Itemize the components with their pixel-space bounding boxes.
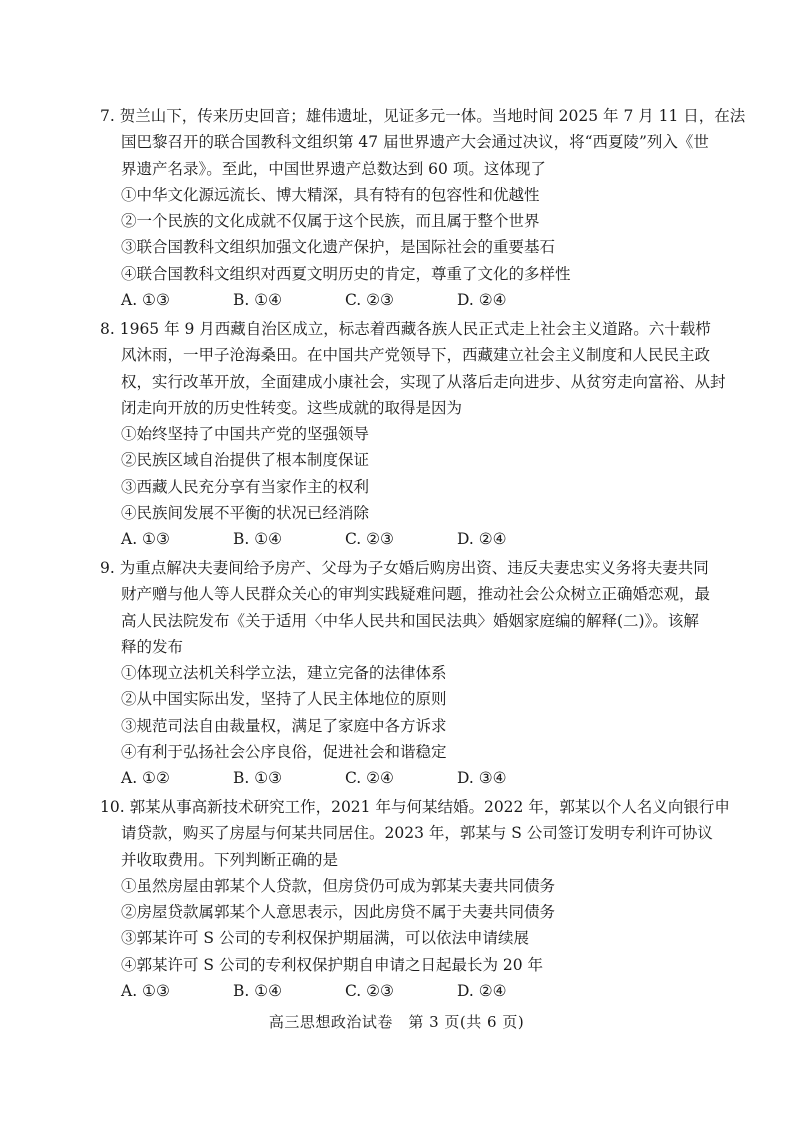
answer-choices: [100, 978, 700, 1004]
question-9: [100, 555, 711, 792]
question-stem-line: 8. 1965 年 9 月西藏自治区成立，标志着西藏各族人民正式走上社会主义道路。六十载栉: [100, 320, 711, 338]
question-stem-line: 财产赠与他人等人民群众关心的审判实践疑难问题，推动社会公众树立正确婚恋观，最: [121, 585, 711, 604]
option-statement-2: ②民族区域自治提供了根本制度保证: [121, 451, 370, 470]
option-statement-4: ④郭某许可 S 公司的专利权保护期自申请之日起最长为 20 年: [121, 955, 544, 974]
question-stem-line: 国巴黎召开的联合国教科文组织第 47 届世界遗产大会通过决议，将“西夏陵”列入《世: [121, 133, 709, 152]
answer-choice-b: B. ①④: [233, 982, 283, 1001]
answer-choice-c: C. ②④: [345, 769, 394, 788]
question-8: [100, 316, 726, 553]
option-statement-3: ③西藏人民充分享有当家作主的权利: [121, 477, 370, 496]
option-statement-2: ②一个民族的文化成就不仅属于这个民族，而且属于整个世界: [121, 212, 540, 231]
answer-choices: [100, 526, 700, 552]
option-statement-4: ④联合国教科文组织对西夏文明历史的肯定，尊重了文化的多样性: [121, 264, 571, 283]
answer-choice-c: C. ②③: [345, 530, 394, 549]
option-statement-4: ④民族间发展不平衡的状况已经消除: [121, 504, 370, 523]
option-statement-1: ①中华文化源远流长、博大精深，具有特有的包容性和优越性: [121, 185, 540, 204]
answer-choices: [100, 765, 700, 791]
answer-choice-a: A. ①②: [121, 769, 170, 788]
question-stem-line: 风沐雨，一甲子沧海桑田。在中国共产党领导下，西藏建立社会主义制度和人民民主政: [121, 346, 711, 365]
question-stem-line: 界遗产名录》。至此，中国世界遗产总数达到 60 项。这体现了: [121, 159, 546, 178]
answer-choice-b: B. ①④: [233, 530, 283, 549]
option-statement-3: ③联合国教科文组织加强文化遗产保护，是国际社会的重要基石: [121, 238, 556, 257]
question-7: [100, 103, 746, 313]
option-statement-4: ④有利于弘扬社会公序良俗，促进社会和谐稳定: [121, 743, 447, 762]
question-stem-line: 请贷款，购买了房屋与何某共同居住。2023 年，郭某与 S 公司签订发明专利许可协议: [121, 824, 713, 843]
answer-choice-b: B. ①④: [233, 291, 283, 310]
answer-choice-b: B. ①③: [233, 769, 283, 788]
option-statement-3: ③郭某许可 S 公司的专利权保护期届满，可以依法申请续展: [121, 929, 529, 948]
answer-choice-d: D. ②④: [457, 982, 507, 1001]
answer-choice-a: A. ①③: [121, 982, 170, 1001]
answer-choice-c: C. ②③: [345, 291, 394, 310]
answer-choice-c: C. ②③: [345, 982, 394, 1001]
question-stem-line: 闭走向开放的历史性转变。这些成就的取得是因为: [121, 398, 463, 417]
answer-choice-a: A. ①③: [121, 291, 170, 310]
answer-choices: [100, 287, 700, 313]
option-statement-1: ①体现立法机关科学立法，建立完备的法律体系: [121, 664, 447, 683]
question-10: [100, 794, 730, 1004]
option-statement-2: ②房屋贷款属郭某个人意思表示，因此房贷不属于夫妻共同债务: [121, 903, 556, 922]
option-statement-3: ③规范司法自由裁量权，满足了家庭中各方诉求: [121, 716, 447, 735]
question-stem-line: 高人民法院发布《关于适用〈中华人民共和国民法典〉婚姻家庭编的解释(二)》。该解: [121, 611, 699, 630]
answer-choice-d: D. ②④: [457, 530, 507, 549]
option-statement-1: ①虽然房屋由郭某个人贷款，但房贷仍可成为郭某夫妻共同债务: [121, 876, 556, 895]
question-stem-line: 10. 郭某从事高新技术研究工作，2021 年与何某结婚。2022 年，郭某以个人名义向银行申: [100, 798, 730, 816]
question-stem-line: 并收取费用。下列判断正确的是: [121, 850, 339, 869]
question-stem-line: 9. 为重点解决夫妻间给予房产、父母为子女婚后购房出资、违反夫妻忠实义务将夫妻共同: [100, 559, 709, 577]
answer-choice-a: A. ①③: [121, 530, 170, 549]
answer-choice-d: D. ②④: [457, 291, 507, 310]
question-stem-line: 释的发布: [121, 637, 184, 656]
option-statement-2: ②从中国实际出发，坚持了人民主体地位的原则: [121, 690, 447, 709]
question-stem-line: 权，实行改革开放，全面建成小康社会，实现了从落后走向进步、从贫穷走向富裕、从封: [121, 372, 726, 391]
option-statement-1: ①始终坚持了中国共产党的坚强领导: [121, 425, 370, 444]
page-footer: 高三思想政治试卷 第 3 页(共 6 页): [268, 1013, 525, 1031]
answer-choice-d: D. ③④: [457, 769, 507, 788]
question-stem-line: 7. 贺兰山下，传来历史回音；雄伟遗址，见证多元一体。当地时间 2025 年 7 月 11 日，在法: [100, 107, 746, 125]
